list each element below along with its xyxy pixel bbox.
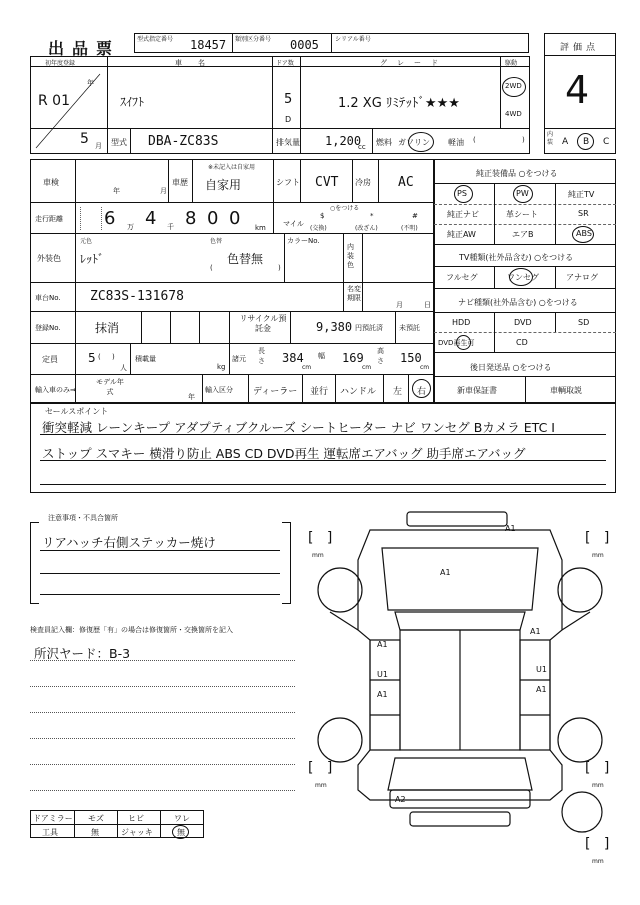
import-label: 輸入車のみ⇒ <box>35 386 76 394</box>
repaint-value: 色替無 <box>227 252 264 266</box>
mileage-slot-0 <box>80 207 102 230</box>
sales-line-1: 衝突軽減 レーンキープ アダプティブクルーズ シートヒーター ナビ ワンセグ Bカメラ ETC I <box>42 420 555 435</box>
recycle-label: リサイクル預託金 <box>239 314 287 333</box>
car-name-label: 車名 <box>175 59 221 67</box>
acc-break: ワレ <box>174 814 190 823</box>
month-unit: 月 <box>95 142 102 150</box>
mileage-digit-3: 0 <box>207 208 219 229</box>
sales-line-2: ストップ スマキー 横滑り防止 ABS CD DVD再生 運転席エアバッグ 助手席エアバッグ <box>42 446 526 461</box>
mark-left-front: A1 <box>377 640 388 649</box>
later-title: 後日発送品 ○をつける <box>470 363 552 372</box>
mark-right-door-u: U1 <box>536 665 547 674</box>
mileage-digit-0: 6 <box>104 208 116 229</box>
day-unit: 日 <box>424 301 431 309</box>
chassis-label: 車台No. <box>35 294 61 302</box>
score-value: 4 <box>565 68 590 112</box>
dims-label: 諸元 <box>232 355 246 363</box>
details-box <box>30 159 434 403</box>
height-value: 150 <box>400 351 422 365</box>
inspector-label: 検査員記入欄：修復歴「有」の場合は修復箇所・交換箇所を記入 <box>30 626 233 634</box>
displacement-label: 排気量 <box>276 138 300 147</box>
year-unit: 年 <box>87 79 94 87</box>
model-code-label: 型式指定番号 <box>137 36 174 43</box>
capacity-label: 定員 <box>42 355 58 364</box>
bracket-fl: [ ] <box>308 530 333 546</box>
length-value: 384 <box>282 351 304 365</box>
chassis: ZC83S-131678 <box>90 289 184 304</box>
sym-dollar: $ <box>320 212 325 220</box>
acc-tools: 工具 <box>42 828 58 837</box>
car-diagram <box>300 500 630 900</box>
displacement: 1,200 <box>325 134 362 148</box>
capacity-value: 5 <box>88 351 96 365</box>
tv-fullseg: フルセグ <box>446 273 478 282</box>
equip-leather: 革シート <box>506 210 538 219</box>
mm-rr: mm <box>592 782 604 789</box>
category-code: 0005 <box>290 38 319 52</box>
ac-label: 冷房 <box>355 178 371 187</box>
equip-pw-circle <box>513 185 533 203</box>
sen-unit: 千 <box>167 223 174 231</box>
right-circle <box>412 379 431 398</box>
mile-label: マイル <box>283 220 304 228</box>
recycle-amount: 9,380 <box>316 320 353 334</box>
mark-right-door-a: A1 <box>536 685 547 694</box>
sym-star: * <box>370 212 374 220</box>
paren-open: ( <box>473 136 476 144</box>
bracket-rr: [ ] <box>585 760 610 776</box>
doors-label: ドア数 <box>276 60 294 67</box>
first-reg-month: 5 <box>80 131 89 147</box>
model: DBA-ZC83S <box>148 134 219 149</box>
sym-hash: # <box>412 212 418 220</box>
first-reg-label: 初年度登録 <box>45 60 76 67</box>
length-label: 長さ <box>258 347 265 365</box>
mark-right-front: A1 <box>530 627 541 636</box>
navi-dvd-play: DVD再生可 <box>438 339 475 347</box>
exchange-label: (交換) <box>310 225 327 232</box>
repaint-paren-close: ) <box>278 264 281 272</box>
equip-ps: PS <box>457 189 467 198</box>
model-label: 型式 <box>111 138 127 147</box>
navi-cd: CD <box>516 338 528 347</box>
bracket-fr: [ ] <box>585 530 610 546</box>
navi-dvd: DVD <box>514 318 532 327</box>
interior-c: C <box>603 137 610 147</box>
right-label: 右 <box>417 387 427 397</box>
paren-close: ) <box>522 136 525 144</box>
reg-no: 抹消 <box>95 321 120 335</box>
load-label: 積載量 <box>135 355 156 363</box>
tv-oneseg: ワンセグ <box>507 273 539 282</box>
history-label: 車歴 <box>172 178 188 187</box>
equip-abs: ABS <box>576 229 592 238</box>
reg-no-label: 登録No. <box>35 324 61 332</box>
shift-label: シフト <box>276 178 300 187</box>
equip-sr: SR <box>578 209 589 218</box>
first-reg-year: R 01 <box>38 93 70 109</box>
km-unit: km <box>255 224 266 232</box>
color-no-label: カラーNo. <box>287 237 320 245</box>
equip-aw: 純正AW <box>447 230 476 239</box>
inspector-line-1: 所沢ヤード：B-3 <box>34 646 131 661</box>
orig-color-label: 元色 <box>80 238 93 245</box>
capacity-paren: ( <box>98 353 101 361</box>
grade-label: グレード <box>380 59 448 67</box>
drive-label: 駆動 <box>505 60 518 67</box>
kg-unit: kg <box>217 363 226 371</box>
serial-label: シリアル番号 <box>335 36 371 43</box>
mark-left-door-a: A1 <box>377 690 388 699</box>
person-unit: 人 <box>120 364 127 372</box>
tv-title: TV種類(社外品含む) ○をつける <box>459 253 574 262</box>
repaint-paren-open: ( <box>210 264 213 272</box>
drive-4wd: 4WD <box>505 110 522 118</box>
history-value: 自家用 <box>205 178 242 192</box>
acc-mirror-val: モズ <box>88 814 104 823</box>
navi-dvd-play-circle <box>456 335 471 350</box>
door-type: D <box>285 115 292 124</box>
equip-ps-circle <box>454 185 473 203</box>
mm-fl: mm <box>312 552 324 559</box>
interior-b: B <box>583 137 590 147</box>
interior-label: 内装 <box>547 131 554 146</box>
acc-mirror: ドアミラー <box>33 814 73 823</box>
circle-note: ○をつける <box>330 205 360 212</box>
model-year-unit: 年 <box>188 393 195 401</box>
equip-navi: 純正ナビ <box>447 210 479 219</box>
mark-hood: A1 <box>440 568 451 577</box>
notes-bracket-left <box>30 522 39 604</box>
recycle-status: 円預託済 <box>355 324 383 332</box>
acc-tools-val: 無 <box>91 828 99 837</box>
interior-a: A <box>562 137 569 147</box>
fuel-value: ガソリン <box>398 138 430 147</box>
mileage-digit-2: 8 <box>185 208 197 229</box>
car-name: ｽｲﾌﾄ <box>120 95 145 109</box>
bracket-rl: [ ] <box>308 760 333 776</box>
inspection-label: 車検 <box>43 178 59 187</box>
notes-label: 注意事項・不具合箇所 <box>48 514 118 522</box>
notes-bracket-right <box>282 522 291 604</box>
displacement-unit: cc <box>358 143 366 151</box>
modified-label: (改ざん) <box>355 225 378 232</box>
doors: 5 <box>284 92 293 107</box>
dealer-label: ディーラー <box>253 387 298 397</box>
inspection-month-unit: 月 <box>160 187 167 195</box>
mark-left-door-u: U1 <box>377 670 388 679</box>
notes-line-1: リアハッチ右側ステッカー焼け <box>42 535 216 550</box>
width-value: 169 <box>342 351 364 365</box>
page-title: 出品票 <box>48 39 121 58</box>
mark-front-top: A1 <box>505 524 516 533</box>
ac-value: AC <box>398 175 414 190</box>
later-warranty: 新車保証書 <box>457 386 497 395</box>
mark-rear: A2 <box>395 795 406 804</box>
mileage-label: 走行距離 <box>35 215 63 223</box>
tv-analog: アナログ <box>566 273 598 282</box>
score-label: 評価点 <box>560 43 600 53</box>
mileage-digit-1: 4 <box>145 208 157 229</box>
name-change-label: 名変期限 <box>347 285 361 302</box>
acc-crack: ヒビ <box>128 814 144 823</box>
sales-label: セールスポイント <box>45 407 109 416</box>
acc-jack-val: 無 <box>177 828 185 837</box>
navi-sd: SD <box>578 318 590 327</box>
mileage-digit-4: 0 <box>229 208 241 229</box>
repaint-label: 色替 <box>210 238 223 245</box>
interior-color-label: 内装色 <box>347 243 354 269</box>
unknown-label: (不明) <box>401 225 418 232</box>
mm-fr: mm <box>592 552 604 559</box>
acc-jack-circle <box>172 825 189 839</box>
inspection-year-unit: 年 <box>113 187 120 195</box>
handle-label: ハンドル <box>340 387 377 397</box>
mm-spare: mm <box>592 858 604 865</box>
grade: 1.2 XG ﾘﾐﾃｯﾄﾞ★★★ <box>338 96 460 111</box>
interior-b-circle <box>577 133 594 150</box>
left-label: 左 <box>393 387 403 397</box>
tv-oneseg-circle <box>509 268 533 286</box>
genuine-title: 純正装備品 ○をつける <box>476 169 558 178</box>
capacity-paren-close: ) <box>112 353 115 361</box>
history-note: ※未記入は自家用 <box>208 164 256 171</box>
equip-pw: PW <box>516 189 529 198</box>
color-label: 外装色 <box>37 254 61 263</box>
navi-hdd: HDD <box>452 318 471 327</box>
man-unit: 万 <box>127 223 134 231</box>
fuel-label: 燃料 <box>376 138 392 147</box>
width-unit: cm <box>362 364 372 371</box>
parallel-label: 並行 <box>310 387 329 397</box>
fuel-circle <box>408 132 434 152</box>
acc-jack: ジャッキ <box>121 828 153 837</box>
shift-value: CVT <box>315 175 339 190</box>
drive-2wd: 2WD <box>505 82 522 90</box>
name-change-month: 月 <box>396 301 403 309</box>
navi-title: ナビ種類(社外品含む) ○をつける <box>458 298 578 307</box>
category-label: 類別区分番号 <box>235 36 272 43</box>
import-type-label: 輸入区分 <box>205 386 233 394</box>
model-year-label: モデル年式 <box>96 378 124 396</box>
bracket-spare: [ ] <box>585 836 610 852</box>
orig-color: ﾚｯﾄﾞ <box>80 252 105 266</box>
height-unit: cm <box>420 364 430 371</box>
model-code: 18457 <box>190 38 227 52</box>
recycle-unpaid: 未預託 <box>399 324 420 332</box>
equip-airbag: エアB <box>512 230 534 239</box>
length-unit: cm <box>302 364 312 371</box>
drive-2wd-circle <box>502 77 526 97</box>
height-label: 高さ <box>377 347 384 365</box>
mm-rl: mm <box>315 782 327 789</box>
diesel-label: 軽油 <box>448 138 464 147</box>
equip-tv: 純正TV <box>568 190 595 199</box>
later-manual: 車輌取説 <box>550 386 582 395</box>
width-label: 幅 <box>318 352 325 360</box>
equip-abs-circle <box>572 226 594 243</box>
